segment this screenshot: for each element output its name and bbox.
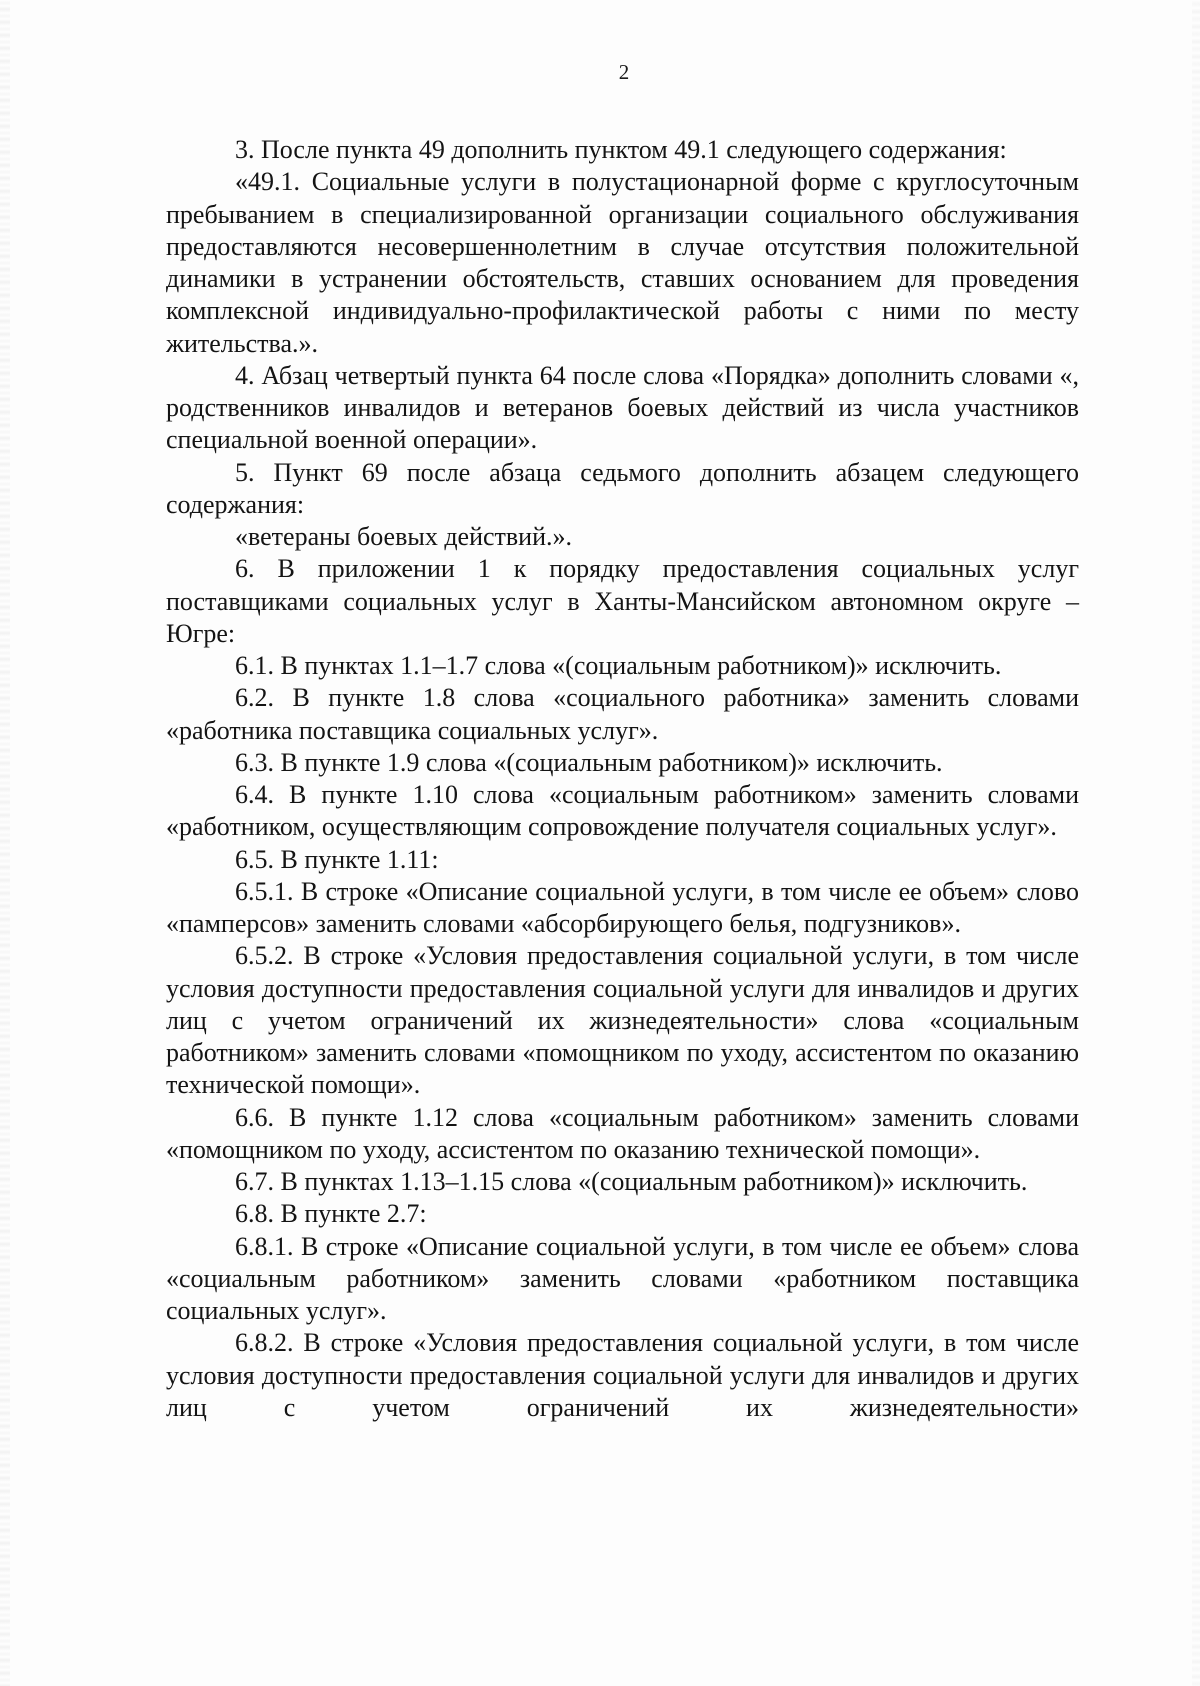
document-text <box>166 134 1079 1424</box>
scan-edge-left <box>0 0 10 1686</box>
paragraph-item-6-2: 6.2. В пункте 1.8 слова «социального работника» заменить словами «работника поставщика социальных услуг». <box>166 683 1079 745</box>
paragraph-item-6-5-2: 6.5.2. В строке «Условия предоставления социальной услуги, в том числе условия доступности предоставления социальной услуги для инвалидов и других лиц с учетом ограничений их жизнедеятельности» слова «социальным работником» заменить словами «помощником по уходу, ассистентом по оказанию технической помощи». <box>166 941 1079 1100</box>
paragraph-item-6-3: 6.3. В пункте 1.9 слова «(социальным работником)» исключить. <box>235 747 943 777</box>
paragraph-item-3: 3. После пункта 49 дополнить пунктом 49.1 следующего содержания: <box>235 135 1007 164</box>
paragraph-item-5: 5. Пункт 69 после абзаца седьмого дополнить абзацем следующего содержания: <box>166 457 1079 519</box>
paragraph-item-49-1: «49.1. Социальные услуги в полустационарной форме с круглосуточным пребыванием в специализированной организации социального обслуживания предоставляются несовершеннолетним в случае отсутствия положительной динамики в устранении обстоятельств, ставших основанием для проведения комплексной индивидуально-профилактической работы с ними по месту жительства.». <box>166 167 1079 358</box>
paragraph-item-6: 6. В приложении 1 к порядку предоставления социальных услуг поставщиками социальных услуг в Ханты-Мансийском автономном округе – Югре: <box>166 554 1079 648</box>
scan-edge-right <box>1192 0 1200 1686</box>
paragraph-item-6-8-2: 6.8.2. В строке «Условия предоставления социальной услуги, в том числе условия доступности предоставления социальной услуги для инвалидов и других лиц с учетом ограничений их жизнедеятельности» <box>166 1328 1079 1422</box>
paragraph-item-6-8: 6.8. В пункте 2.7: <box>235 1199 427 1229</box>
paragraph-item-6-1: 6.1. В пунктах 1.1–1.7 слова «(социальным работником)» исключить. <box>235 651 1002 680</box>
paragraph-item-6-4: 6.4. В пункте 1.10 слова «социальным работником» заменить словами «работником, осуществляющим сопровождение получателя социальных услуг». <box>166 780 1079 842</box>
paragraph-item-6-6: 6.6. В пункте 1.12 слова «социальным работником» заменить словами «помощником по уходу, ассистентом по оказанию технической помощи». <box>166 1102 1079 1164</box>
paragraph-item-6-7: 6.7. В пунктах 1.13–1.15 слова «(социальным работником)» исключить. <box>235 1167 1028 1196</box>
paragraph-item-5-quote: «ветераны боевых действий.». <box>235 522 573 551</box>
page-number: 2 <box>618 60 630 84</box>
paragraph-item-4: 4. Абзац четвертый пункта 64 после слова «Порядка» дополнить словами «, родственников инвалидов и ветеранов боевых действий из числа участников специальной военной операции». <box>166 360 1079 455</box>
paragraph-item-6-5: 6.5. В пункте 1.11: <box>235 844 439 874</box>
paragraph-item-6-5-1: 6.5.1. В строке «Описание социальной услуги, в том числе ее объем» слово «памперсов» заменить словами «абсорбирующего белья, подгузников». <box>166 876 1079 938</box>
paragraph-item-6-8-1: 6.8.1. В строке «Описание социальной услуги, в том числе ее объем» слова «социальным работником» заменить словами «работником поставщика социальных услуг». <box>166 1231 1079 1325</box>
